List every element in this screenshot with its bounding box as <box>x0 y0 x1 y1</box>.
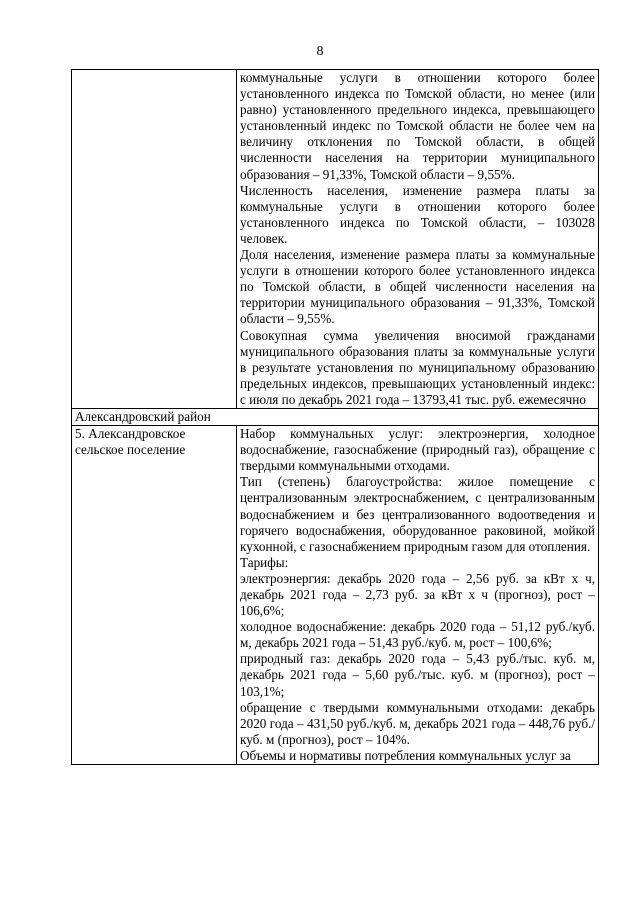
description-paragraph: Тип (степень) благоустройства: жилое помещение с централизованным электроснабжением, с централизованным водоснабжением и без централизованного водоотведения и горячего водоснабжения, оборудованное раковиной, мойкой кухонной, с газоснабжением природным газом для отопления. <box>240 474 595 554</box>
description-paragraph: обращение с твердыми коммунальными отходами: декабрь 2020 года – 431,50 руб./куб. м, декабрь 2021 года – 448,76 руб./куб. м (прогноз), рост – 104%. <box>240 699 595 747</box>
description-paragraph: коммунальные услуги в отношении которого более установленного индекса по Томской области, но менее (или равно) установленного предельного индекса, превышающего установленный индекс по Томской области не более чем на величину отклонения по Томской области, в общей численности населения на территории муниципального образования – 91,33%, Томской области – 9,55%. <box>240 70 595 182</box>
continuation-description-cell <box>237 70 599 409</box>
description-paragraph: Численность населения, изменение размера платы за коммунальные услуги в отношении которого более установленного индекса по Томской области, – 103028 человек. <box>240 182 595 246</box>
description-paragraph: Тарифы: <box>240 554 289 570</box>
description-paragraph: Совокупная сумма увеличения вносимой гражданами муниципального образования платы за коммунальные услуги в результате установления по муниципальному образованию предельных индексов, превышающих установленный индекс: с июля по декабрь 2021 года – 13793,41 тыс. руб. ежемесячно <box>240 327 595 407</box>
description-paragraph: электроэнергия: декабрь 2020 года – 2,56 руб. за кВт х ч, декабрь 2021 года – 2,73 руб. за кВт х ч (прогноз), рост – 106,6%; <box>240 570 595 619</box>
description-paragraph: Доля населения, изменение размера платы за коммунальные услуги в отношении которого более установленного индекса по Томской области, в общей численности населения на территории муниципального образования – 91,33%, Томской области – 9,55%. <box>240 247 595 327</box>
description-paragraph: Набор коммунальных услуг: электроэнергия, холодное водоснабжение, газоснабжение (природный газ), обращение с твердыми коммунальными отходами. <box>240 426 595 474</box>
continuation-name-cell <box>72 70 237 409</box>
description-paragraph: Объемы и нормативы потребления коммунальных услуг за <box>240 747 571 763</box>
description-paragraph: природный газ: декабрь 2020 года – 5,43 руб./тыс. куб. м, декабрь 2021 года – 5,60 руб./тыс. куб. м (прогноз), рост – 103,1%; <box>240 651 595 699</box>
district-row <box>72 408 599 425</box>
description-paragraph: холодное водоснабжение: декабрь 2020 года – 51,12 руб./куб. м, декабрь 2021 года – 51,43 руб./куб. м, рост – 100,6%; <box>240 619 595 651</box>
continuation-row <box>72 70 599 409</box>
settlement-name: 5. Александровское сельское поселение <box>72 426 237 765</box>
district-label: Александровский район <box>72 408 599 425</box>
settlement-row <box>72 426 599 765</box>
indices-table <box>71 69 599 765</box>
settlement-description-cell <box>237 426 599 765</box>
page-number: 8 <box>316 44 324 59</box>
